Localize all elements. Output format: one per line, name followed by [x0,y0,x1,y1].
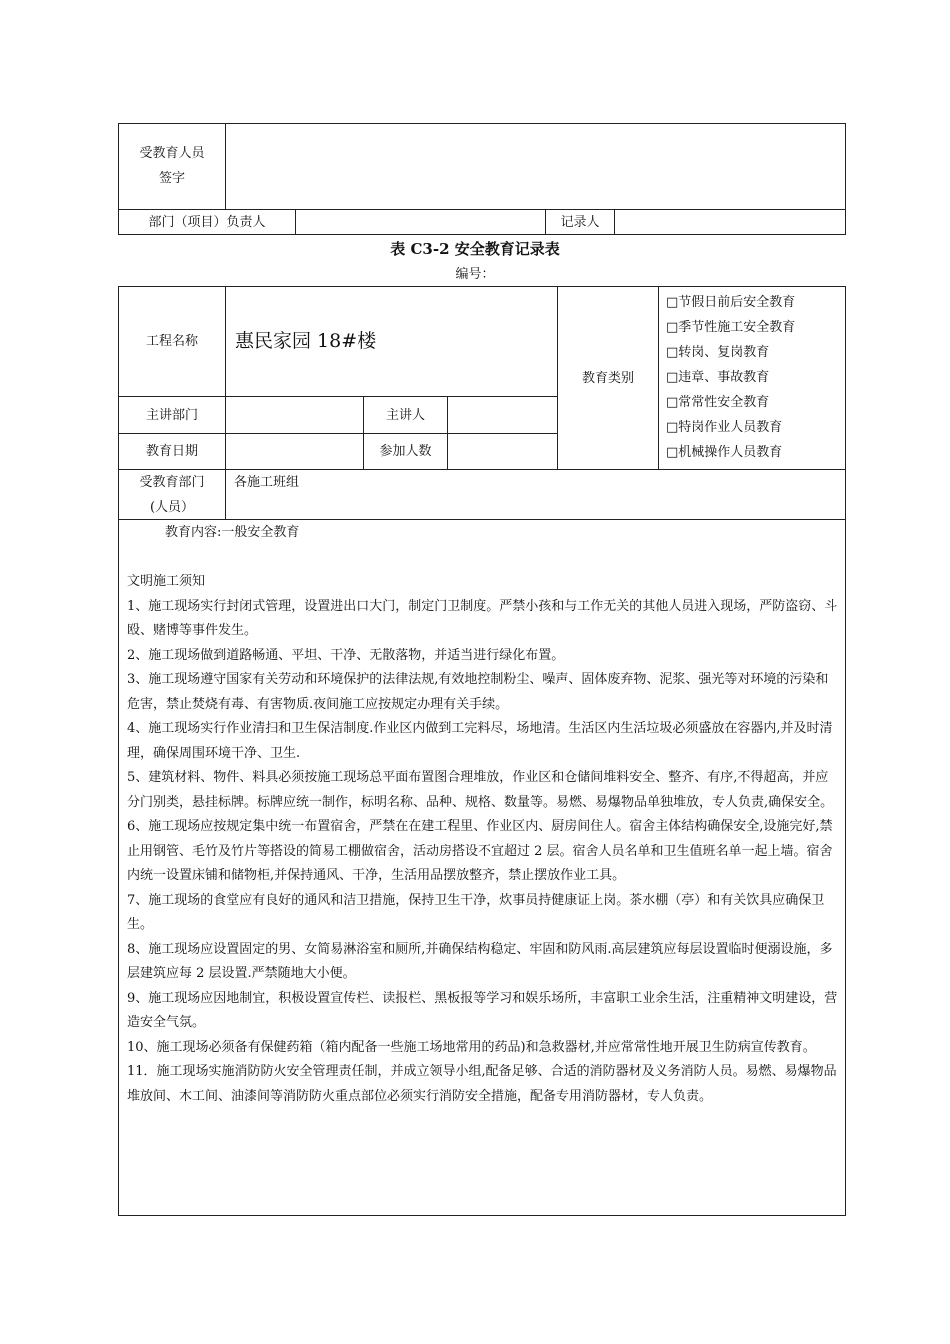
trainee-dept-value: 各施工班组 [234,475,300,490]
content-item: 8、施工现场应设置固定的男、女简易淋浴室和厕所,并确保结构稳定、牢固和防风雨.高层建筑应每层设置临时便溺设施，多层建筑应每 2 层设置.严禁随地大小便。 [127,941,833,981]
education-type-list [666,290,844,465]
content-item: 9、施工现场应因地制宜，积极设置宣传栏、读报栏、黑板报等学习和娱乐场所，丰富职工业余生活，注重精神文明建设，营造安全气氛。 [127,990,838,1030]
education-type-option[interactable]: □节假日前后安全教育 [666,295,796,310]
lecturer-field [448,397,557,433]
dept-head-label: 部门（项目）负责人 [148,215,266,230]
content-item: 6、施工现场应按规定集中统一布置宿舍，严禁在在建工程里、作业区内、厨房间住人。宿舍主体结构确保安全,设施完好,禁止用钢管、毛竹及竹片等搭设的简易工棚做宿舍，活动房搭设不宜超过 2 层。宿舍人员名单和卫生值班名单一起上墙。宿舍内统一设置床铺和储物柜,并保持通风、干净，生活用品摆放整齐，禁止摆放作业工具。 [127,819,833,883]
content-item: 4、施工现场实行作业清扫和卫生保洁制度.作业区内做到工完料尽，场地清。生活区内生活垃圾必须盛放在容器内,并及时清理，确保周围环境干净、卫生. [127,721,833,761]
signature-field [226,124,845,209]
serial-number-label: 编号： [455,267,495,282]
education-date-field [226,434,363,469]
content-item: 7、施工现场的食堂应有良好的通风和洁卫措施，保持卫生干净，炊事员持健康证上岗。茶水棚（亭）和有关饮具应确保卫生。 [127,892,825,932]
lecture-dept-field [226,397,363,433]
attendees-field [448,434,557,469]
page-title: 表 C3-2 安全教育记录表 [390,240,560,258]
content-item: 11．施工现场实施消防防火安全管理责任制，并成立领导小组,配备足够、合适的消防器材及义务消防人员。易燃、易爆物品堆放间、木工间、油漆间等消防防火重点部位必须实行消防安全措施，配备专用消防器材，专人负责。 [127,1064,837,1104]
education-type-option[interactable]: □季节性施工安全教育 [666,320,796,335]
education-type-option[interactable]: □转岗、复岗教育 [666,345,770,360]
education-type-option[interactable]: □特岗作业人员教育 [666,420,783,435]
project-name-label: 工程名称 [145,334,198,349]
trainee-dept-label: 受教育部门 (人员） [139,475,205,515]
lecture-dept-label: 主讲部门 [145,408,198,423]
content-item: 3、施工现场遵守国家有关劳动和环境保护的法律法规,有效地控制粉尘、噪声、固体废弃物、泥浆、强光等对环境的污染和危害，禁止焚烧有毒、有害物质.夜间施工应按规定办理有关手续。 [127,672,829,712]
education-date-label: 教育日期 [145,444,198,459]
education-type-option[interactable]: □违章、事故教育 [666,370,770,385]
content-heading: 文明施工须知 [127,574,206,589]
recorder-label: 记录人 [560,215,600,230]
content-item: 2、施工现场做到道路畅通、平坦、干净、无散落物，并适当进行绿化布置。 [127,647,565,663]
lecturer-label: 主讲人 [385,408,425,423]
content-item: 10、施工现场必须备有保健药箱（箱内配备一些施工场地常用的药品)和急救器材,并应常常性地开展卫生防病宣传教育。 [127,1039,816,1055]
signature-label: 受教育人员 签字 [139,146,205,186]
content-item: 1、施工现场实行封闭式管理，设置进出口大门，制定门卫制度。严禁小孩和与工作无关的其他人员进入现场，严防盗窃、斗殴、赌博等事件发生。 [127,598,838,638]
attendees-label: 参加人数 [379,444,432,459]
content-intro: 教育内容:一般安全教育 [165,525,300,540]
education-content [127,521,839,1109]
content-item: 5、建筑材料、物件、料具必须按施工现场总平面布置图合理堆放，作业区和仓储间堆料安全、整齐、有序,不得超高，并应分门别类，悬挂标牌。标牌应统一制作，标明名称、品种、规格、数量等。易燃、易爆物品单独堆放，专人负责,确保安全。 [127,770,834,810]
project-name-value: 惠民家园 18#楼 [235,330,377,352]
education-type-option[interactable]: □常常性安全教育 [666,395,770,410]
education-type-label: 教育类别 [581,371,634,386]
education-type-option[interactable]: □机械操作人员教育 [666,445,783,460]
